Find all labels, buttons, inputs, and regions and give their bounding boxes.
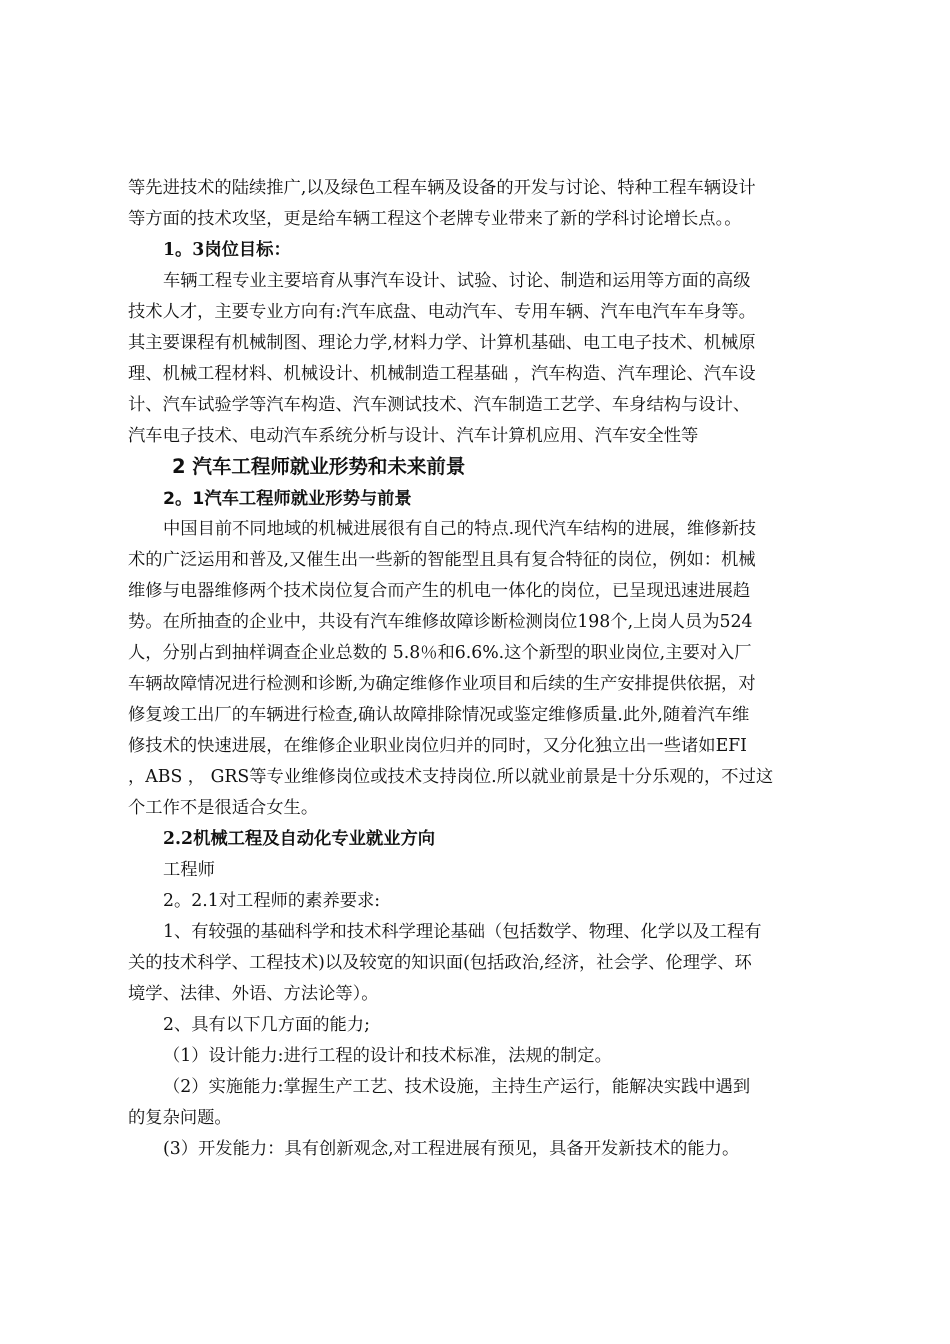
paragraph-line: 2、具有以下几方面的能力; (163, 1015, 370, 1035)
paragraph-line: 人，分别占到抽样调查企业总数的 5.8％和6.6%.这个新型的职业岗位,主要对入厂 (128, 643, 752, 663)
paragraph-line: 理、机械工程材料、机械设计、机械制造工程基础 ，汽车构造、汽车理论、汽车设 (128, 364, 756, 384)
paragraph-line: 其主要课程有机械制图、理论力学,材料力学、计算机基础、电工电子技术、机械原 (128, 333, 756, 353)
paragraph-line: 维修与电器维修两个技术岗位复合而产生的机电一体化的岗位，已呈现迅速进展趋 (128, 581, 751, 601)
paragraph-line: 势。在所抽查的企业中，共设有汽车维修故障诊断检测岗位198个,上岗人员为524 (128, 612, 753, 632)
chapter-heading: 2 汽车工程师就业形势和未来前景 (172, 455, 466, 478)
paragraph-line: 术的广泛运用和普及,又催生出一些新的智能型且具有复合特征的岗位，例如：机械 (128, 550, 756, 570)
paragraph-line: （2）实施能力:掌握生产工艺、技术设施，主持生产运行，能解决实践中遇到 (163, 1077, 751, 1097)
paragraph-line: 修复竣工出厂的车辆进行检查,确认故障排除情况或鉴定维修质量.此外,随着汽车维 (128, 705, 750, 725)
paragraph-line: 的复杂问题。 (128, 1108, 232, 1128)
paragraph-line: (3）开发能力：具有创新观念,对工程进展有预见，具备开发新技术的能力。 (163, 1139, 740, 1159)
section-heading: 2。1汽车工程师就业形势与前景 (163, 489, 412, 509)
paragraph-line: 修技术的快速进展，在维修企业职业岗位归并的同时，又分化独立出一些诸如EFI (128, 736, 747, 756)
paragraph-line: 2。2.1对工程师的素养要求: (163, 891, 381, 911)
paragraph-line: 车辆故障情况进行检测和诊断,为确定维修作业项目和后续的生产安排提供依据，对 (128, 674, 756, 694)
paragraph-line: 1、有较强的基础科学和技术科学理论基础（包括数学、物理、化学以及工程有 (163, 922, 762, 942)
paragraph-line: 等先进技术的陆续推广,以及绿色工程车辆及设备的开发与讨论、特种工程车辆设计 (128, 178, 756, 198)
section-heading: 2.2机械工程及自动化专业就业方向 (163, 829, 436, 849)
paragraph-line: （1）设计能力:进行工程的设计和技术标准，法规的制定。 (163, 1046, 612, 1066)
paragraph-line: 汽车电子技术、电动汽车系统分析与设计、汽车计算机应用、汽车安全性等 (128, 426, 699, 446)
section-heading: 1。3岗位目标： (163, 240, 291, 260)
paragraph-line: ，ABS ， GRS等专业维修岗位或技术支持岗位.所以就业前景是十分乐观的，不过这 (128, 767, 774, 787)
paragraph-line: 计、汽车试验学等汽车构造、汽车测试技术、汽车制造工艺学、车身结构与设计、 (128, 395, 751, 415)
paragraph-line: 关的技术科学、工程技术)以及较宽的知识面(包括政治,经济，社会学、伦理学、环 (128, 953, 752, 973)
paragraph-line: 个工作不是很适合女生。 (128, 798, 319, 818)
paragraph-line: 境学、法律、外语、方法论等）。 (128, 984, 379, 1004)
paragraph-line: 工程师 (163, 860, 215, 880)
paragraph-line: 中国目前不同地域的机械进展很有自己的特点.现代汽车结构的进展，维修新技 (163, 519, 757, 539)
paragraph-line: 车辆工程专业主要培育从事汽车设计、试验、讨论、制造和运用等方面的高级 (163, 271, 751, 291)
paragraph-line: 技术人才，主要专业方向有:汽车底盘、电动汽车、专用车辆、汽车电汽车车身等。 (128, 302, 756, 322)
paragraph-line: 等方面的技术攻坚，更是给车辆工程这个老牌专业带来了新的学科讨论增长点。。 (128, 209, 742, 229)
